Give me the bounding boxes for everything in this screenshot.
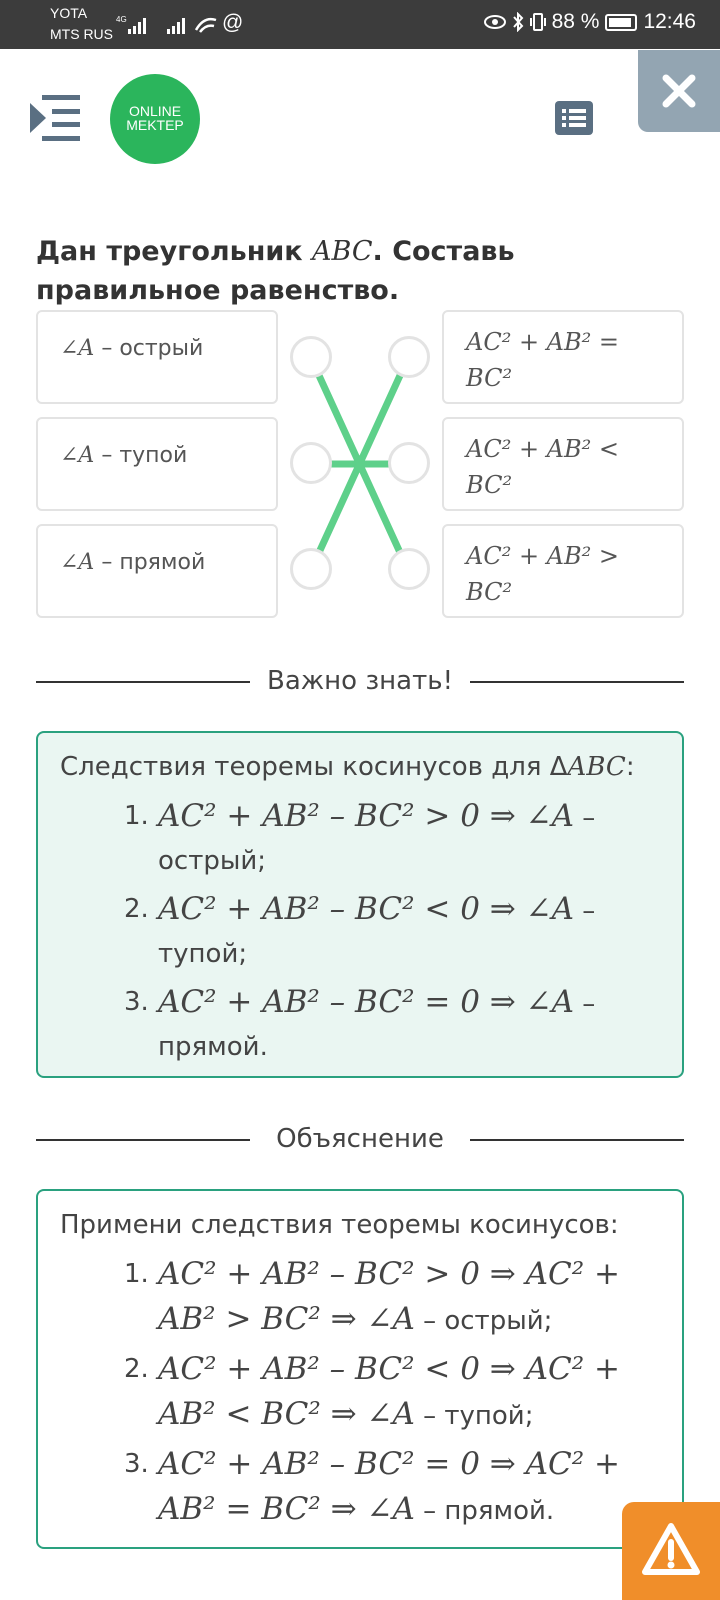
match-left-dot[interactable] xyxy=(290,336,332,378)
svg-text:4G: 4G xyxy=(116,15,127,24)
match-left-item[interactable]: ∠A – тупой xyxy=(36,417,278,511)
online-mektep-logo[interactable] xyxy=(110,74,200,164)
section-heading: Важно знать! xyxy=(266,666,453,696)
status-bar xyxy=(0,0,720,49)
match-right-dot[interactable] xyxy=(388,548,430,590)
close-icon xyxy=(638,50,720,132)
section-heading: Объяснение xyxy=(276,1124,444,1154)
list-item: 3. AC² + AB² – BC² = 0 ⇒ AC² + AB² = BC² ⇒ ∠A – прямой. xyxy=(124,1446,620,1527)
at-icon: @ xyxy=(222,11,244,34)
explanation-box xyxy=(36,1189,684,1549)
cast-icon xyxy=(194,14,218,36)
eye-icon xyxy=(484,14,506,30)
match-left-item[interactable]: ∠A – прямой xyxy=(36,524,278,618)
match-left-item[interactable]: ∠A – острый xyxy=(36,310,278,404)
list-item: 2. AC² + AB² – BC² < 0 ⇒ AC² + AB² < BC² ⇒ ∠A – тупой; xyxy=(124,1351,620,1432)
rule-list xyxy=(60,795,662,1069)
carrier-name: MTS RUS xyxy=(50,26,113,42)
battery-icon xyxy=(605,14,637,31)
box-intro: Примени следствия теоремы косинусов: xyxy=(60,1210,619,1240)
vibrate-icon xyxy=(530,12,546,32)
signal-icon xyxy=(166,14,188,36)
match-right-dot[interactable] xyxy=(388,442,430,484)
section-divider xyxy=(36,666,684,696)
logo-text-line2: MEKTEP xyxy=(126,117,184,133)
task-title: Дан треугольник ABC. Составь правильное равенство. xyxy=(36,236,515,306)
section-divider xyxy=(36,1124,684,1154)
match-left-dot[interactable] xyxy=(290,548,332,590)
list-item: 3. AC² + AB² – BC² = 0 ⇒ ∠A – прямой. xyxy=(124,984,596,1062)
list-item: 2. AC² + AB² – BC² < 0 ⇒ ∠A – тупой; xyxy=(124,891,596,969)
divider-line xyxy=(470,1139,684,1141)
status-right xyxy=(484,10,696,34)
divider-line xyxy=(470,681,684,683)
list-icon xyxy=(555,101,593,135)
close-button[interactable] xyxy=(638,50,720,132)
clock: 12:46 xyxy=(643,10,696,33)
menu-icon[interactable] xyxy=(30,95,80,141)
box-intro: Следствия теоремы косинусов для ΔABC: xyxy=(60,752,635,782)
triangle-name: ABC xyxy=(312,236,373,267)
rule-list xyxy=(60,1253,662,1533)
list-item: 1. AC² + AB² – BC² > 0 ⇒ AC² + AB² > BC² ⇒ ∠A – острый; xyxy=(124,1256,620,1337)
signal-icon xyxy=(114,14,150,36)
report-problem-button[interactable] xyxy=(622,1502,720,1600)
match-right-dot[interactable] xyxy=(388,336,430,378)
warning-icon xyxy=(622,1502,720,1600)
carrier-name: YOTA xyxy=(50,5,88,21)
match-right-item[interactable]: AC² + AB² < BC² xyxy=(442,417,684,511)
match-right-item[interactable]: AC² + AB² > BC² xyxy=(442,524,684,618)
important-box xyxy=(36,731,684,1078)
logo-text-line1: ONLINE xyxy=(128,103,182,119)
bluetooth-icon xyxy=(512,12,524,32)
list-item: 1. AC² + AB² – BC² > 0 ⇒ ∠A – острый; xyxy=(124,798,596,876)
match-right-item[interactable]: AC² + AB² = BC² xyxy=(442,310,684,404)
battery-percent: 88 % xyxy=(551,10,600,33)
list-button[interactable] xyxy=(555,101,593,135)
match-left-dot[interactable] xyxy=(290,442,332,484)
